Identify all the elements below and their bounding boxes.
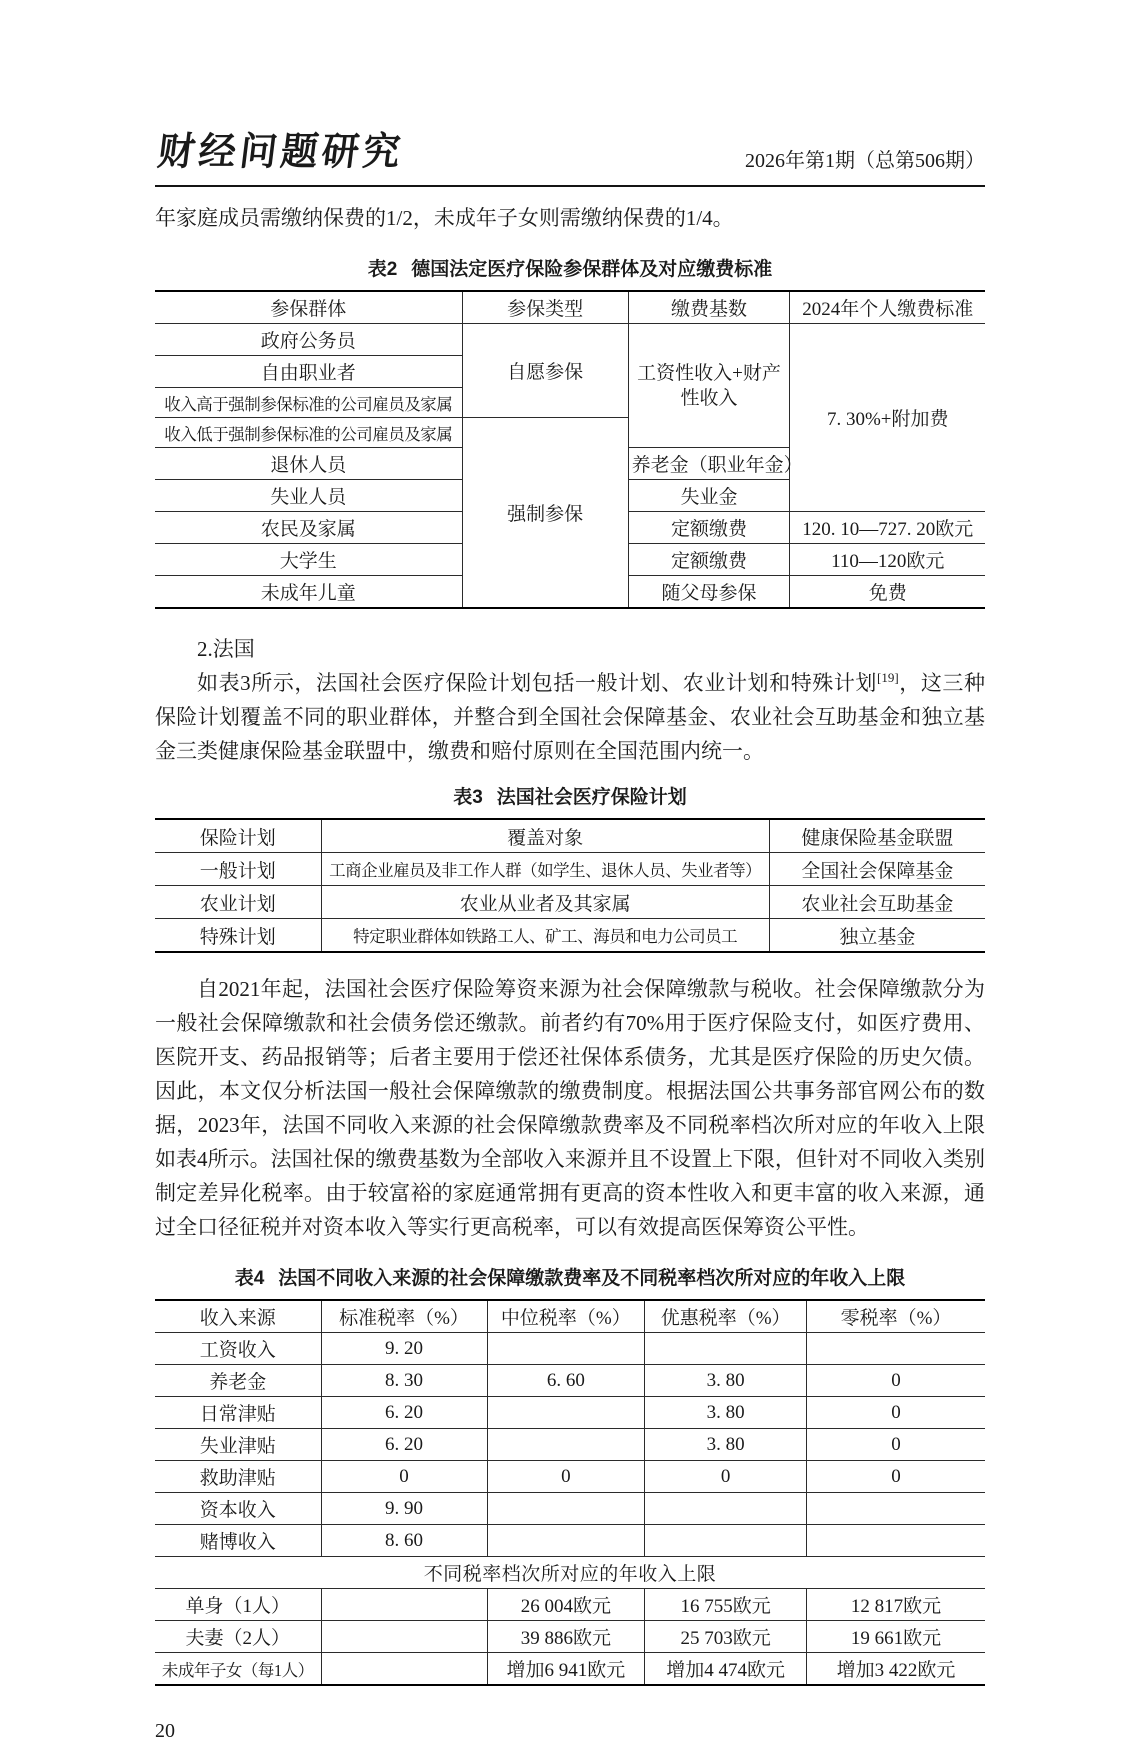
table3-cell-fund: 独立基金 [769,919,985,953]
table4-cell-zero: 0 [807,1365,985,1397]
table4-row [155,1525,985,1557]
section2-heading: 2.法国 [197,637,255,661]
table2-cell-standard-children: 免费 [790,576,985,609]
table3-cell-fund: 农业社会互助基金 [769,886,985,919]
table2-label: 表2 [367,259,398,280]
table4-cell-source: 赌博收入 [155,1525,321,1557]
table4-cell-pref [645,1493,807,1525]
table2-title-text: 德国法定医疗保险参保群体及对应缴费标准 [411,259,773,280]
table4-cell-mid: 26 004欧元 [487,1589,645,1621]
table3-cell-plan: 农业计划 [155,886,321,919]
table2-header-row [155,291,985,324]
table3-header-cell: 健康保险基金联盟 [769,819,985,853]
table2-cell-base-fixed: 定额缴费 [628,544,790,576]
table2-cell-type-voluntary: 自愿参保 [462,324,628,418]
table2-cell-type-mandatory: 强制参保 [462,418,628,609]
table2-cell-standard-farmer: 120. 10—727. 20欧元 [790,512,985,544]
table4-row [155,1333,985,1365]
table3-row [155,919,985,953]
table2-cell-group: 农民及家属 [155,512,462,544]
table4-cell-pref [645,1333,807,1365]
table4-cell-pref: 增加4 474欧元 [645,1653,807,1686]
paragraph-2-text: ，这三种保险计划覆盖不同的职业群体，并整合到全国社会保障基金、农业社会互助基金和独立基金三类健康保险基金联盟中，缴费和赔付原则在全国范围内统一。 [155,671,986,763]
table2-cell-base-fixed: 定额缴费 [628,512,790,544]
table4-cell-zero [807,1333,985,1365]
table4-cell-mid: 39 886欧元 [487,1621,645,1653]
table4-cell-mid: 增加6 941欧元 [487,1653,645,1686]
table4-cell-pref: 0 [645,1461,807,1493]
table2-cell-group: 政府公务员 [155,324,462,356]
table3-cell-coverage: 农业从业者及其家属 [321,886,769,919]
table3-cell-plan: 一般计划 [155,853,321,886]
table2-cell-group: 未成年儿童 [155,576,462,609]
table3 [155,818,985,953]
table4-title [155,1263,985,1290]
page-content [155,122,985,1743]
table4-cell-zero: 0 [807,1461,985,1493]
paragraph-2 [155,666,985,768]
issue-info: 2026年第1期（总第506期） [745,150,985,172]
table4-row [155,1493,985,1525]
table2-header-cell: 2024年个人缴费标准 [790,291,985,324]
table2-cell-standard-rate: 7. 30%+附加费 [790,324,985,512]
table3-cell-fund: 全国社会保障基金 [769,853,985,886]
table2-cell-base-wage: 工资性收入+财产性收入 [628,324,790,448]
table2-header-cell: 参保类型 [462,291,628,324]
table4-cell-source: 养老金 [155,1365,321,1397]
table4-cell-zero: 增加3 422欧元 [807,1653,985,1686]
table4-cell-std [321,1621,487,1653]
table4-cell-pref: 16 755欧元 [645,1589,807,1621]
table4-cell-source: 夫妻（2人） [155,1621,321,1653]
table4-row [155,1621,985,1653]
table4-cell-source: 未成年子女（每1人） [155,1653,321,1686]
table4-row [155,1589,985,1621]
reference-19: [19] [877,670,899,685]
table2-cell-group: 收入低于强制参保标准的公司雇员及家属 [155,418,462,448]
table2-header-cell: 缴费基数 [628,291,790,324]
table4-cell-zero: 0 [807,1397,985,1429]
table4-cell-source: 日常津贴 [155,1397,321,1429]
table4-cell-pref: 25 703欧元 [645,1621,807,1653]
table2-cell-group: 失业人员 [155,480,462,512]
table2-cell-standard-student: 110—120欧元 [790,544,985,576]
table4-cell-std: 8. 60 [321,1525,487,1557]
table4-cell-source: 资本收入 [155,1493,321,1525]
table4-row [155,1653,985,1686]
table4-cell-std: 0 [321,1461,487,1493]
table2-cell-base-unemployment: 失业金 [628,480,790,512]
table4-cell-pref: 3. 80 [645,1429,807,1461]
table4-row [155,1429,985,1461]
table4-section-cell: 不同税率档次所对应的年收入上限 [155,1557,985,1589]
table4-cell-std: 6. 20 [321,1397,487,1429]
table4-cell-source: 救助津贴 [155,1461,321,1493]
table2-cell-group: 收入高于强制参保标准的公司雇员及家属 [155,388,462,418]
table2 [155,290,985,609]
table4-cell-mid [487,1333,645,1365]
table2-row [155,324,985,356]
table4-title-text: 法国不同收入来源的社会保障缴款费率及不同税率档次所对应的年收入上限 [278,1268,906,1289]
intro-paragraph: 年家庭成员需缴纳保费的1/2，未成年子女则需缴纳保费的1/4。 [155,206,734,230]
table4-cell-std: 9. 90 [321,1493,487,1525]
table2-cell-group: 退休人员 [155,448,462,480]
table3-cell-coverage: 特定职业群体如铁路工人、矿工、海员和电力公司员工 [321,919,769,953]
table2-cell-group: 大学生 [155,544,462,576]
table4-row [155,1365,985,1397]
page-number: 20 [155,1720,175,1742]
paragraph-3: 自2021年起，法国社会医疗保险筹资来源为社会保障缴款与税收。社会保障缴款分为一般社会保障缴款和社会债务偿还缴款。前者约有70%用于医疗保险支付，如医疗费用、医院开支、药品报销等；后者主要用于偿还社保体系债务，尤其是医疗保险的历史欠债。因此，本文仅分析法国一般社会保障缴款的缴费制度。根据法国公共事务部官网公布的数据，2023年，法国不同收入来源的社会保障缴款费率及不同税率档次所对应的年收入上限如表4所示。法国社保的缴费基数为全部收入来源并且不设置上下限，但针对不同收入类别制定差异化税率。由于较富裕的家庭通常拥有更高的资本性收入和更丰富的收入来源，通过全口径征税并对资本收入等实行更高税率，可以有效提高医保筹资公平性。 [155,977,985,1239]
table3-label: 表3 [453,787,483,808]
table3-header-cell: 保险计划 [155,819,321,853]
table3-row [155,853,985,886]
table4-cell-source: 失业津贴 [155,1429,321,1461]
table4 [155,1299,985,1686]
table4-cell-zero [807,1525,985,1557]
table3-title-text: 法国社会医疗保险计划 [496,787,687,808]
table4-cell-pref [645,1525,807,1557]
table4-cell-mid [487,1429,645,1461]
paragraph-2-text: 如表3所示，法国社会医疗保险计划包括一般计划、农业计划和特殊计划 [197,671,878,695]
table4-cell-zero: 12 817欧元 [807,1589,985,1621]
table4-label: 表4 [234,1268,265,1289]
table4-header-row [155,1300,985,1333]
table2-title [155,254,985,281]
table4-cell-std [321,1589,487,1621]
table4-cell-zero: 19 661欧元 [807,1621,985,1653]
table4-header-cell: 优惠税率（%） [645,1300,807,1333]
table4-cell-mid: 0 [487,1461,645,1493]
journal-logo: 财经问题研究 [155,129,407,174]
table4-cell-mid [487,1493,645,1525]
table4-cell-source: 单身（1人） [155,1589,321,1621]
table4-row [155,1397,985,1429]
table3-header-cell: 覆盖对象 [321,819,769,853]
table4-cell-std: 8. 30 [321,1365,487,1397]
table4-cell-std: 6. 20 [321,1429,487,1461]
table4-cell-source: 工资收入 [155,1333,321,1365]
journal-header [155,122,985,187]
table4-cell-pref: 3. 80 [645,1365,807,1397]
table3-header-row [155,819,985,853]
table4-header-cell: 标准税率（%） [321,1300,487,1333]
table2-cell-base-pension: 养老金（职业年金） [628,448,790,480]
table4-row [155,1461,985,1493]
table4-cell-zero [807,1493,985,1525]
table2-cell-base-parents: 随父母参保 [628,576,790,609]
table4-cell-mid: 6. 60 [487,1365,645,1397]
table3-row [155,886,985,919]
table2-header-cell: 参保群体 [155,291,462,324]
table4-cell-std [321,1653,487,1686]
table4-header-cell: 收入来源 [155,1300,321,1333]
table4-cell-mid [487,1525,645,1557]
table4-header-cell: 零税率（%） [807,1300,985,1333]
table4-cell-std: 9. 20 [321,1333,487,1365]
table4-cell-mid [487,1397,645,1429]
table3-cell-coverage: 工商企业雇员及非工作人群（如学生、退休人员、失业者等） [321,853,769,886]
table2-cell-group: 自由职业者 [155,356,462,388]
table4-cell-zero: 0 [807,1429,985,1461]
table3-cell-plan: 特殊计划 [155,919,321,953]
table4-header-cell: 中位税率（%） [487,1300,645,1333]
table4-cell-pref: 3. 80 [645,1397,807,1429]
table4-section-row [155,1557,985,1589]
table3-title [155,782,985,809]
